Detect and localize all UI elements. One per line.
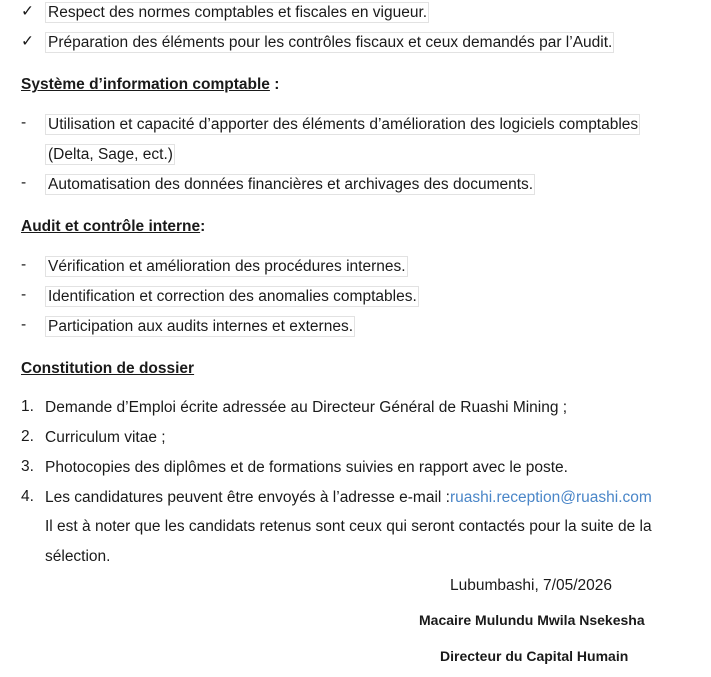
signatory-name: Macaire Mulundu Mwila Nsekesha (419, 612, 645, 628)
check-item-text: Préparation des éléments pour les contrôles fiscaux et ceux demandés par l’Audit. (45, 32, 614, 53)
numbered-item (21, 488, 652, 507)
list-item-text: Vérification et amélioration des procédures internes. (45, 256, 408, 277)
section-title-suffix: : (200, 218, 206, 235)
note-text: sélection. (45, 548, 111, 565)
numbered-item (21, 458, 568, 477)
list-item (21, 256, 408, 277)
list-item (21, 316, 355, 337)
note-line (45, 517, 652, 536)
list-item-text: (Delta, Sage, ect.) (45, 144, 175, 165)
section-heading (21, 76, 279, 94)
section-title-suffix: : (269, 76, 280, 93)
dash-bullet: - (21, 316, 27, 333)
item-number: 4. (21, 488, 34, 505)
signatory-role: Directeur du Capital Humain (440, 648, 629, 664)
checkmark-icon: ✓ (21, 33, 34, 50)
list-item (21, 286, 419, 307)
list-item (21, 114, 640, 135)
section-heading (21, 360, 194, 378)
list-item-text: Participation aux audits internes et externes. (45, 316, 355, 337)
numbered-item-text: Curriculum vitae ; (45, 429, 166, 446)
section-title: Système d’information comptable (21, 76, 270, 93)
check-item-text: Respect des normes comptables et fiscales en vigueur. (45, 2, 429, 23)
numbered-item (21, 398, 567, 417)
place-date: Lubumbashi, 7/05/2026 (450, 577, 613, 594)
section-title: Constitution de dossier (21, 360, 195, 377)
dash-bullet: - (21, 256, 27, 273)
check-item (21, 32, 614, 53)
checkmark-icon: ✓ (21, 3, 34, 20)
item-number: 1. (21, 398, 34, 415)
list-item-text: Utilisation et capacité d’apporter des éléments d’amélioration des logiciels comptables (45, 114, 640, 135)
dash-bullet: - (21, 174, 27, 191)
section-title: Audit et contrôle interne (21, 218, 201, 235)
dash-bullet: - (21, 114, 27, 131)
item-number: 2. (21, 428, 34, 445)
list-item-text: Automatisation des données financières et archivages des documents. (45, 174, 535, 195)
numbered-item-text: Photocopies des diplômes et de formations suivies en rapport avec le poste. (45, 459, 568, 476)
list-item (21, 174, 535, 195)
numbered-item-text: Les candidatures peuvent être envoyés à l’adresse e-mail : (45, 489, 450, 506)
note-text: Il est à noter que les candidats retenus sont ceux qui seront contactés pour la suite de la (45, 518, 652, 535)
section-heading (21, 218, 205, 236)
numbered-item-text: Demande d’Emploi écrite adressée au Directeur Général de Ruashi Mining ; (45, 399, 568, 416)
email-link[interactable]: ruashi.reception@ruashi.com (449, 489, 652, 506)
dash-bullet: - (21, 286, 27, 303)
check-item (21, 2, 429, 23)
note-line (45, 547, 110, 566)
numbered-item (21, 428, 166, 447)
item-number: 3. (21, 458, 34, 475)
list-item-continuation (45, 144, 175, 165)
list-item-text: Identification et correction des anomalies comptables. (45, 286, 419, 307)
